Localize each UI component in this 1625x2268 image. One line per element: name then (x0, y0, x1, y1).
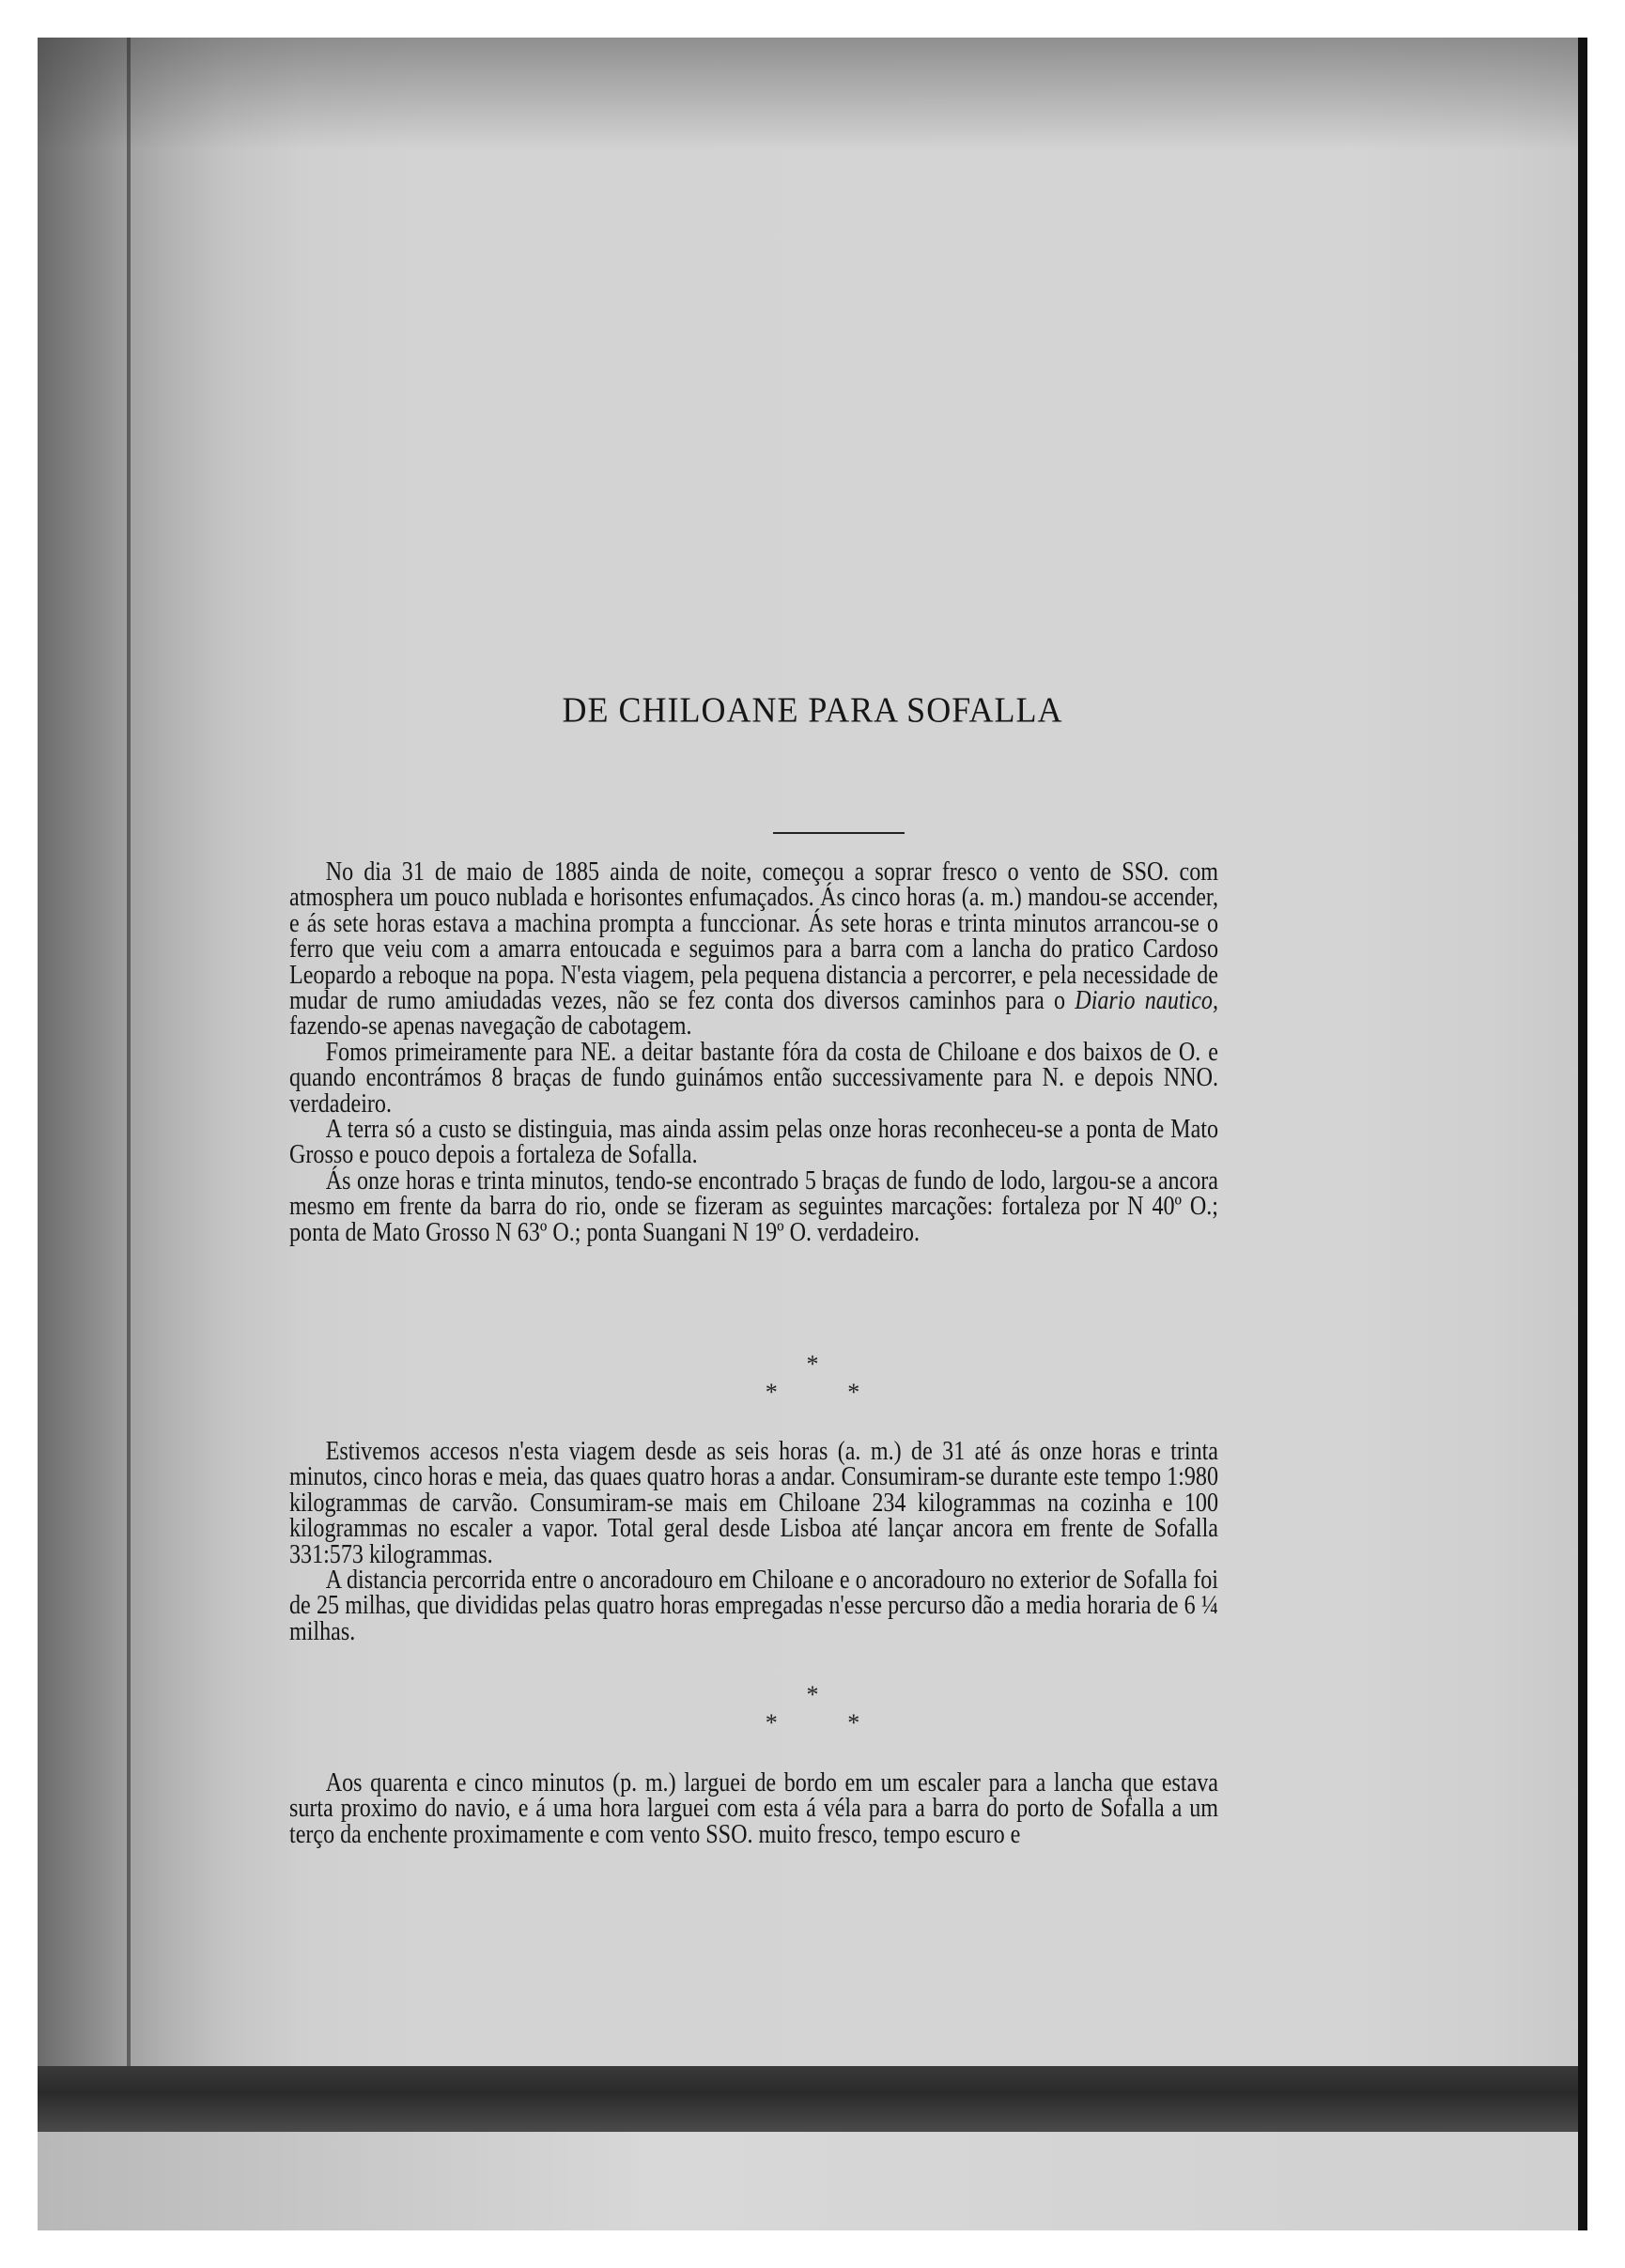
bottom-page-strip (38, 2132, 1587, 2230)
italic-title: Diario nautico, (1075, 986, 1218, 1016)
separator-stars-bottom: * * (765, 1709, 892, 1736)
separator-star-top: * (806, 1350, 819, 1378)
right-border (1578, 38, 1587, 2230)
section-separator (38, 1350, 1587, 1407)
top-shadow (38, 38, 1587, 150)
section-2 (289, 1439, 1218, 1644)
bottom-shadow-band (38, 2066, 1587, 2132)
separator-stars-bottom: * * (765, 1379, 892, 1406)
paragraph: A distancia percorrida entre o ancoradouro em Chiloane e o ancoradouro no exterior de Sofalla foi de 25 milhas, que divididas pelas quatro horas empregadas n'esse percurso dão a media horaria de 6 ¼ milhas. (289, 1566, 1218, 1646)
separator-star-top: * (806, 1681, 819, 1708)
paragraph: A terra só a custo se distinguia, mas ainda assim pelas onze horas reconheceu-se a ponta de Mato Grosso e pouco depois a fortaleza de Sofalla. (289, 1115, 1218, 1170)
paragraph: Estivemos accesos n'esta viagem desde as seis horas (a. m.) de 31 até ás onze horas e trinta minutos, cinco horas e meia, das quaes quatro horas a andar. Consumiram-se durante este tempo 1:980 kilogrammas de carvão. Consumiram-se mais em Chiloane 234 kilogrammas na cozinha e 100 kilogrammas no escaler a vapor. Total geral desde Lisboa até lançar ancora em frente de Sofalla 331:573 kilogrammas. (289, 1437, 1218, 1569)
paragraph: Fomos primeiramente para NE. a deitar bastante fóra da costa de Chiloane e dos baixos de O. e quando encontrámos 8 braças de fundo guinámos então successivamente para N. e depois NNO. verdadeiro. (289, 1037, 1218, 1119)
section-3 (289, 1770, 1218, 1847)
paragraph-text: No dia 31 de maio de 1885 ainda de noite, começou a soprar fresco o vento de SSO. com atmosphera um pouco nublada e horisontes enfumaçados. Ás cinco horas (a. m.) mandou-se accender, e ás sete horas estava a machina prompta a funccionar. Ás sete horas e trinta minutos arrancou-se o ferro que veiu com a amarra entoucada e seguimos para a barra com a lancha do pratico Cardoso Leopardo a reboque na popa. N'esta viagem, pela pequena distancia a percorrer, e pela necessidade de mudar de rumo amiudadas vezes, não se fez conta dos diversos caminhos para o (289, 857, 1218, 1016)
paragraph (289, 859, 1218, 1040)
section-separator (38, 1681, 1587, 1737)
paragraph: Aos quarenta e cinco minutos (p. m.) larguei de bordo em um escaler para a lancha que estava surta proximo do navio, e á uma hora larguei com esta á véla para a barra do porto de Sofalla a um terço da enchente proximamente e com vento SSO. muito fresco, tempo escuro e (289, 1768, 1218, 1849)
page-title: DE CHILOANE PARA SOFALLA (562, 690, 1063, 730)
section-1 (289, 859, 1218, 1245)
paragraph-text: fazendo-se apenas navegação de cabotagem. (289, 1011, 692, 1041)
binding-line (127, 38, 131, 2066)
scanned-page (38, 38, 1587, 2230)
paragraph: Ás onze horas e trinta minutos, tendo-se encontrado 5 braças de fundo de lodo, largou-se a ancora mesmo em frente da barra do rio, onde se fizeram as seguintes marcações: fortaleza por N 40º O.; ponta de Mato Grosso N 63º O.; ponta Suangani N 19º O. verdadeiro. (289, 1165, 1218, 1247)
title-divider (773, 832, 905, 834)
paper-sheet (38, 38, 1587, 2230)
